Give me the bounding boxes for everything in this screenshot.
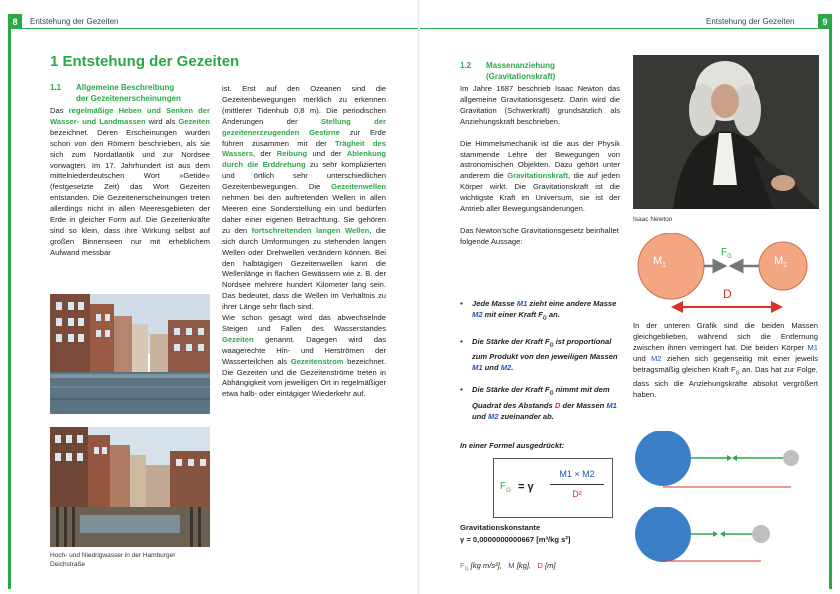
text-diagram-explanation: In der unteren Grafik sind die beiden Massen gleichgeblieben, während sich die Entfernung zwischen ihnen verringert hat. Die beiden Körper M1 und M2 ziehen sich gegenseitig mit einer jeweils betragsmäßig gleichen Kraft $F_G$ an. Das hat zur Folge, dass sich die Anziehungskräfte absolut vergrößert haben.	[633, 321, 819, 399]
mass-m1-circle	[638, 233, 704, 299]
header-rule-left	[22, 28, 420, 29]
chapter-title: 1 Entstehung der Gezeiten	[50, 53, 240, 70]
portrait-caption: Isaac Newton	[633, 216, 673, 223]
section-number-1-2: 1.2	[460, 61, 472, 70]
gravitation-diagram-large	[633, 233, 823, 315]
margin-bar-left	[8, 29, 11, 589]
label-m1: $M_1$	[653, 255, 667, 270]
text-column-1: Das regelmäßige Heben und Senken der Wasser- und Landmassen wird als Gezeiten bezeichnet. Deren Erscheinungen wurden schon von den Römern beschrieben, als sie sich zum Nordatlantik und zur Nordsee vorwagten. Im 17. Jahrhundert ist aus dem mittelniederdeutschen Wort »Getide« (festgesetzte Zeit) das Wort Gezeiten entstanden. Die Gezeitenerscheinungen treten allerdings nicht in allen Meeresgebieten der Erde in gleicher Form auf. Die Gezeitenkräfte sind so klein, dass ihre Wirkung selbst auf großen Binnenseen nur mit erheblichem Aufwand messbar	[50, 106, 210, 257]
hamburg-photo-high-tide	[50, 294, 210, 414]
formula-intro: In einer Formel ausgedrückt:	[460, 441, 565, 450]
text-intro-newton: Im Jahre 1687 beschrieb Isaac Newton das allgemeine Gravitationsgesetz. Darin wird die Gravitation (Schwerkraft) grundsätzlich als Anziehungskraft beschrieben. Die Himmelsmechanik ist die aus der Physik stammende Lehre der Bewegungen von astronomischen Objekten. Dazu gehört unter anderem die Gravitationskraft, die auf jeden Körper wirkt. Die Gravitationskraft ist die wichtigste Kraft im Universum, sie ist der Antrieb aller Bewegungsänderungen. Das Newton'sche Gravitationsgesetz beinhaltet folgende Aussage:	[460, 84, 620, 246]
photo-caption: Hoch- und Niedrigwasser in der Hamburger Deichstraße	[50, 552, 176, 568]
hamburg-photo-low-tide	[50, 427, 210, 547]
bullet-list	[460, 298, 620, 422]
page-number-right: 9	[818, 14, 832, 29]
section-number: 1.1	[50, 83, 62, 92]
label-d: D	[723, 287, 732, 301]
isaac-newton-portrait	[633, 55, 819, 209]
running-header-right: Entstehung der Gezeiten	[706, 17, 795, 26]
section-title-1-2-line1: Massenanziehung	[486, 61, 555, 70]
section-title-line1: Allgemeine Beschreibung	[76, 83, 175, 92]
page-number-left: 8	[8, 14, 22, 29]
gravitation-formula-box: $F_G$ = γ M1 × M2 D²	[493, 458, 613, 518]
running-header-left: Entstehung der Gezeiten	[30, 17, 119, 26]
text-column-2: ist. Erst auf den Ozeanen sind die Gezeitenbewegungen merklich zu erkennen (mittlerer Tidenhub 0,8 m). Die periodischen Änderungen der Stellung der gezeitenerzeugenden Gestirne zur Erde führen zusammen mit der Trägheit des Wassers, der Reibung und der Ablenkung durch die Erddrehung zu sehr komplizierten und örtlich sehr unterschiedlichen Gezeitenbewegungen. Die Gezeitenwellen nehmen bei den auftretenden Wellen in allen Meeren eine Sonderstellung ein und bedürfen daher einer eigenen Betrachtung. Sie gehören zu den fortschreitenden langen Wellen, die sich durch Umformungen zu stehenden langen Wellen oder Drehwellen verändern können. Bei den halbtägigen Gezeitenwellen kann die Wellenlänge in flachen Gewässern wie z. B. der Nordsee mehrere hundert Kilometer lang sein. Das bedeutet, dass die Wellen im Verhältnis zu ihrer Länge sehr flach sind. Wie schon gesagt wird das abwechselnde Steigen und Fallen des Wasserstandes Gezeiten genannt. Dagegen wird das waagerechte Hin- und Herströmen der Wasserteilchen als Gezeitenstrom bezeichnet. Die Gezeiten und die Gezeitenströme treten in Abhängigkeit vom jeweiligen Ort in regelmäßiger etwa halb- oder eintägiger Wiederkehr auf.	[222, 84, 387, 399]
section-title-line2: der Gezeitenerscheinungen	[76, 94, 181, 103]
gravitation-diagram-near	[633, 507, 823, 567]
margin-bar-right	[829, 29, 832, 589]
gravitation-diagram-far	[633, 431, 823, 491]
section-title-1-2	[460, 60, 556, 81]
right-page	[420, 0, 840, 594]
label-fg: $F_G$	[721, 247, 732, 260]
constant-label: Gravitationskonstante	[460, 523, 541, 532]
units-line: $F_G$ [kg m/s²], M [kg], D [m]	[460, 561, 556, 573]
label-m2: $M_2$	[774, 255, 788, 270]
section-title-1-1	[50, 82, 181, 103]
constant-value: γ = 0,0000000000667 [m³/kg s²]	[460, 535, 571, 544]
bullet-item-2: • Die Stärke der Kraft $F_G$ ist proportional zum Produkt von den jeweiligen Massen M1 und M2.	[460, 336, 618, 373]
bullet-item-1: • Jede Masse M1 zieht eine andere Masse M2 mit einer Kraft $F_G$ an.	[460, 299, 617, 322]
bullet-item-3: • Die Stärke der Kraft $F_G$ nimmt mit dem Quadrat des Abstands D der Massen M1 und M2 zueinander ab.	[460, 385, 617, 421]
section-title-1-2-line2: (Gravitationskraft)	[486, 72, 556, 81]
